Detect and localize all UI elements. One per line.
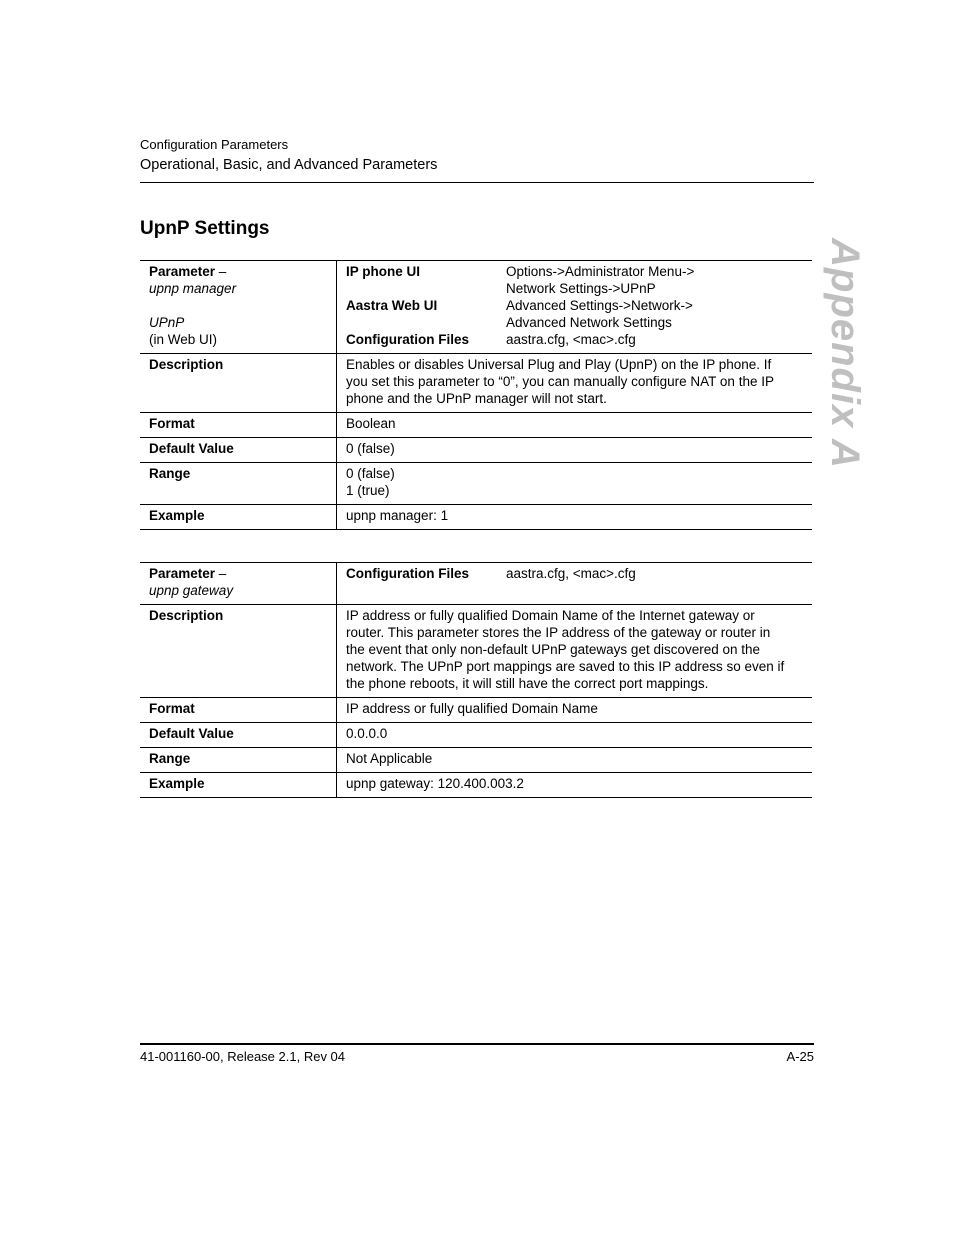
- value-line: Boolean: [346, 416, 396, 431]
- table-row-default-value: [140, 723, 812, 748]
- upnp-manager-table: [140, 260, 812, 530]
- table-row-example: [140, 505, 812, 530]
- value-line: Enables or disables Universal Plug and Play (UpnP) on the IP phone. If: [346, 357, 772, 372]
- value-line: 0 (false): [346, 441, 395, 456]
- section-title: UpnP Settings: [140, 218, 270, 239]
- location-value: Advanced Network Settings: [506, 315, 672, 330]
- location-cell: [337, 563, 813, 605]
- location-key: Aastra Web UI: [346, 298, 438, 313]
- table-row-format: [140, 698, 812, 723]
- value-line: network. The UPnP port mappings are saved to this IP address so even if: [346, 659, 785, 674]
- value-line: Not Applicable: [346, 751, 433, 766]
- table-row-format: [140, 413, 812, 438]
- parameter-label: Parameter: [149, 264, 216, 279]
- row-value: [337, 413, 813, 438]
- value-line: 0 (false): [346, 466, 395, 481]
- table-row-example: [140, 773, 812, 798]
- value-line: IP address or fully qualified Domain Name: [346, 701, 598, 716]
- value-line: IP address or fully qualified Domain Name of the Internet gateway or: [346, 608, 755, 623]
- row-value: [337, 463, 813, 505]
- parameter-label: Parameter: [149, 566, 216, 581]
- row-label: Format: [140, 413, 337, 438]
- row-value: [337, 354, 813, 413]
- row-label: Example: [140, 505, 337, 530]
- row-value: [337, 605, 813, 698]
- table-row-default-value: [140, 438, 812, 463]
- location-value: Network Settings->UPnP: [506, 281, 656, 296]
- value-line: router. This parameter stores the IP address of the gateway or router in: [346, 625, 771, 640]
- value-line: upnp gateway: 120.400.003.2: [346, 776, 524, 791]
- location-value: aastra.cfg, <mac>.cfg: [506, 332, 636, 347]
- appendix-side-tab: [822, 237, 867, 469]
- location-key: IP phone UI: [346, 264, 421, 279]
- table-row-range: [140, 463, 812, 505]
- location-key: Configuration Files: [346, 566, 469, 581]
- table-row-parameter: [140, 563, 812, 605]
- parameter-name: upnp manager: [149, 281, 237, 296]
- upnp-gateway-table: [140, 562, 812, 798]
- row-value: [337, 748, 813, 773]
- row-label: Example: [140, 773, 337, 798]
- appendix-side-tab-label: Appendix A: [822, 237, 867, 469]
- row-value: [337, 773, 813, 798]
- row-value: [337, 698, 813, 723]
- parameter-name: upnp gateway: [149, 583, 234, 598]
- value-line: the event that only non-default UPnP gateways get discovered on the: [346, 642, 761, 657]
- footer-rule: [140, 1043, 814, 1045]
- value-line: phone and the UPnP manager will not start.: [346, 391, 607, 406]
- location-cell: [337, 261, 813, 354]
- table-row-parameter: [140, 261, 812, 354]
- row-value: [337, 438, 813, 463]
- value-line: you set this parameter to “0”, you can manually configure NAT on the IP: [346, 374, 774, 389]
- row-label: Range: [140, 748, 337, 773]
- row-value: [337, 723, 813, 748]
- location-value: Advanced Settings->Network->: [506, 298, 693, 313]
- running-header-section: Operational, Basic, and Advanced Parameters: [140, 157, 438, 173]
- parameter-cell: [140, 261, 337, 354]
- table-row-description: [140, 605, 812, 698]
- location-value: aastra.cfg, <mac>.cfg: [506, 566, 636, 581]
- location-value: Options->Administrator Menu->: [506, 264, 695, 279]
- parameter-dash: –: [215, 566, 227, 581]
- value-line: upnp manager: 1: [346, 508, 449, 523]
- row-label: Description: [140, 605, 337, 698]
- row-label: Format: [140, 698, 337, 723]
- table-row-description: [140, 354, 812, 413]
- parameter-cell: [140, 563, 337, 605]
- web-ui-note: (in Web UI): [149, 332, 218, 347]
- footer-page-number: A-25: [786, 1049, 814, 1064]
- running-header-chapter: Configuration Parameters: [140, 137, 289, 152]
- row-label: Default Value: [140, 438, 337, 463]
- row-value: [337, 505, 813, 530]
- parameter-dash: –: [215, 264, 227, 279]
- value-line: 1 (true): [346, 483, 390, 498]
- value-line: 0.0.0.0: [346, 726, 388, 741]
- header-rule: [140, 182, 814, 183]
- web-ui-name: UPnP: [149, 315, 185, 330]
- value-line: the phone reboots, it will still have the correct port mappings.: [346, 676, 709, 691]
- location-key: Configuration Files: [346, 332, 469, 347]
- footer-doc-id: 41-001160-00, Release 2.1, Rev 04: [140, 1049, 346, 1064]
- table-row-range: [140, 748, 812, 773]
- row-label: Default Value: [140, 723, 337, 748]
- row-label: Description: [140, 354, 337, 413]
- row-label: Range: [140, 463, 337, 505]
